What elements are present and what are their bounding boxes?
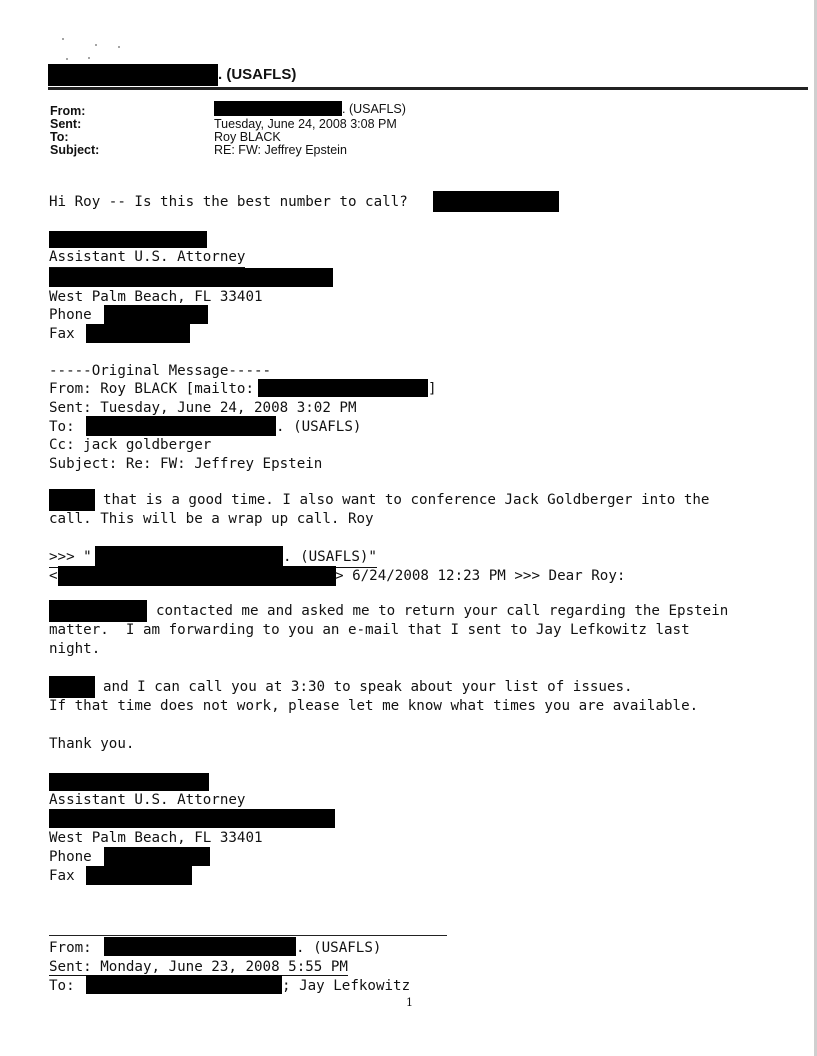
quote-date: > 6/24/2008 12:23 PM >>> Dear Roy: — [335, 568, 626, 584]
redaction — [433, 191, 559, 212]
subject-label: Subject: — [50, 143, 100, 157]
prev-from-suffix: . (USAFLS) — [296, 940, 382, 956]
prev-sent: Sent: Monday, June 23, 2008 5:55 PM — [49, 959, 348, 975]
redaction — [86, 866, 192, 885]
scan-speck — [62, 38, 64, 40]
redaction — [49, 600, 147, 622]
greeting-line: Hi Roy -- Is this the best number to call? — [49, 194, 408, 210]
quote-lt: < — [49, 568, 58, 584]
sig1-fax: Fax — [49, 326, 75, 342]
para1-line-3: night. — [49, 641, 101, 657]
prev-rule — [49, 935, 447, 936]
sent-value: Tuesday, June 24, 2008 3:08 PM — [214, 117, 397, 131]
redaction — [48, 64, 218, 86]
header-rule — [48, 87, 808, 90]
sig1-phone: Phone — [49, 307, 92, 323]
redaction — [49, 676, 95, 698]
para1-line-2: matter. I am forwarding to you an e-mail that I sent to Jay Lefkowitz last — [49, 622, 690, 638]
thanks-line: Thank you. — [49, 736, 135, 752]
sig1-title: Assistant U.S. Attorney — [49, 248, 245, 268]
scan-speck — [95, 44, 97, 46]
from-label: From: — [50, 104, 86, 118]
redaction — [49, 231, 207, 248]
header-title: . (USAFLS) — [218, 66, 297, 83]
sig2-fax: Fax — [49, 868, 75, 884]
sig2-phone: Phone — [49, 849, 92, 865]
to-label: To: — [50, 130, 69, 144]
reply-line-1: that is a good time. I also want to conference Jack Goldberger into the — [103, 492, 710, 508]
sig1-city: West Palm Beach, FL 33401 — [49, 289, 263, 305]
original-sent: Sent: Tuesday, June 24, 2008 3:02 PM — [49, 400, 357, 416]
original-subject: Subject: Re: FW: Jeffrey Epstein — [49, 456, 323, 472]
original-to-suffix: . (USAFLS) — [276, 419, 362, 435]
para2-line-1: and I can call you at 3:30 to speak about your list of issues. — [103, 679, 633, 695]
prev-to-suffix: ; Jay Lefkowitz — [282, 978, 411, 994]
redaction — [258, 379, 428, 397]
scan-speck — [66, 58, 68, 60]
scan-speck — [88, 57, 90, 59]
to-value: Roy BLACK — [214, 130, 281, 144]
scan-speck — [118, 46, 120, 48]
redaction — [104, 937, 296, 956]
redaction — [49, 268, 333, 287]
para2-line-2: If that time does not work, please let me know what times you are available. — [49, 698, 699, 714]
redaction — [49, 773, 209, 791]
original-divider: -----Original Message----- — [49, 363, 272, 379]
redaction — [86, 416, 276, 436]
sent-label: Sent: — [50, 117, 82, 131]
prev-from-label: From: — [49, 940, 92, 956]
sig2-title: Assistant U.S. Attorney — [49, 791, 245, 811]
para1-line-1: contacted me and asked me to return your call regarding the Epstein — [156, 603, 729, 619]
original-to-label: To: — [49, 419, 75, 435]
quote-prefix: >>> " — [49, 548, 92, 568]
redaction — [104, 847, 210, 866]
reply-line-2: call. This will be a wrap up call. Roy — [49, 511, 374, 527]
redaction — [49, 809, 335, 828]
redaction — [86, 324, 190, 343]
quote-suffix: . (USAFLS)" — [283, 548, 377, 568]
redaction — [49, 489, 95, 511]
prev-to-label: To: — [49, 978, 75, 994]
sig2-city: West Palm Beach, FL 33401 — [49, 830, 263, 846]
redaction — [86, 975, 282, 994]
original-from: From: Roy BLACK [mailto: — [49, 381, 254, 397]
page-number: 1 — [406, 996, 413, 1009]
from-value: . (USAFLS) — [342, 102, 406, 116]
redaction — [104, 305, 208, 324]
redaction — [95, 546, 283, 566]
original-cc: Cc: jack goldberger — [49, 437, 212, 453]
original-from-close: ] — [428, 381, 437, 397]
redaction — [58, 566, 336, 586]
redaction — [214, 101, 342, 116]
subject-value: RE: FW: Jeffrey Epstein — [214, 143, 347, 157]
